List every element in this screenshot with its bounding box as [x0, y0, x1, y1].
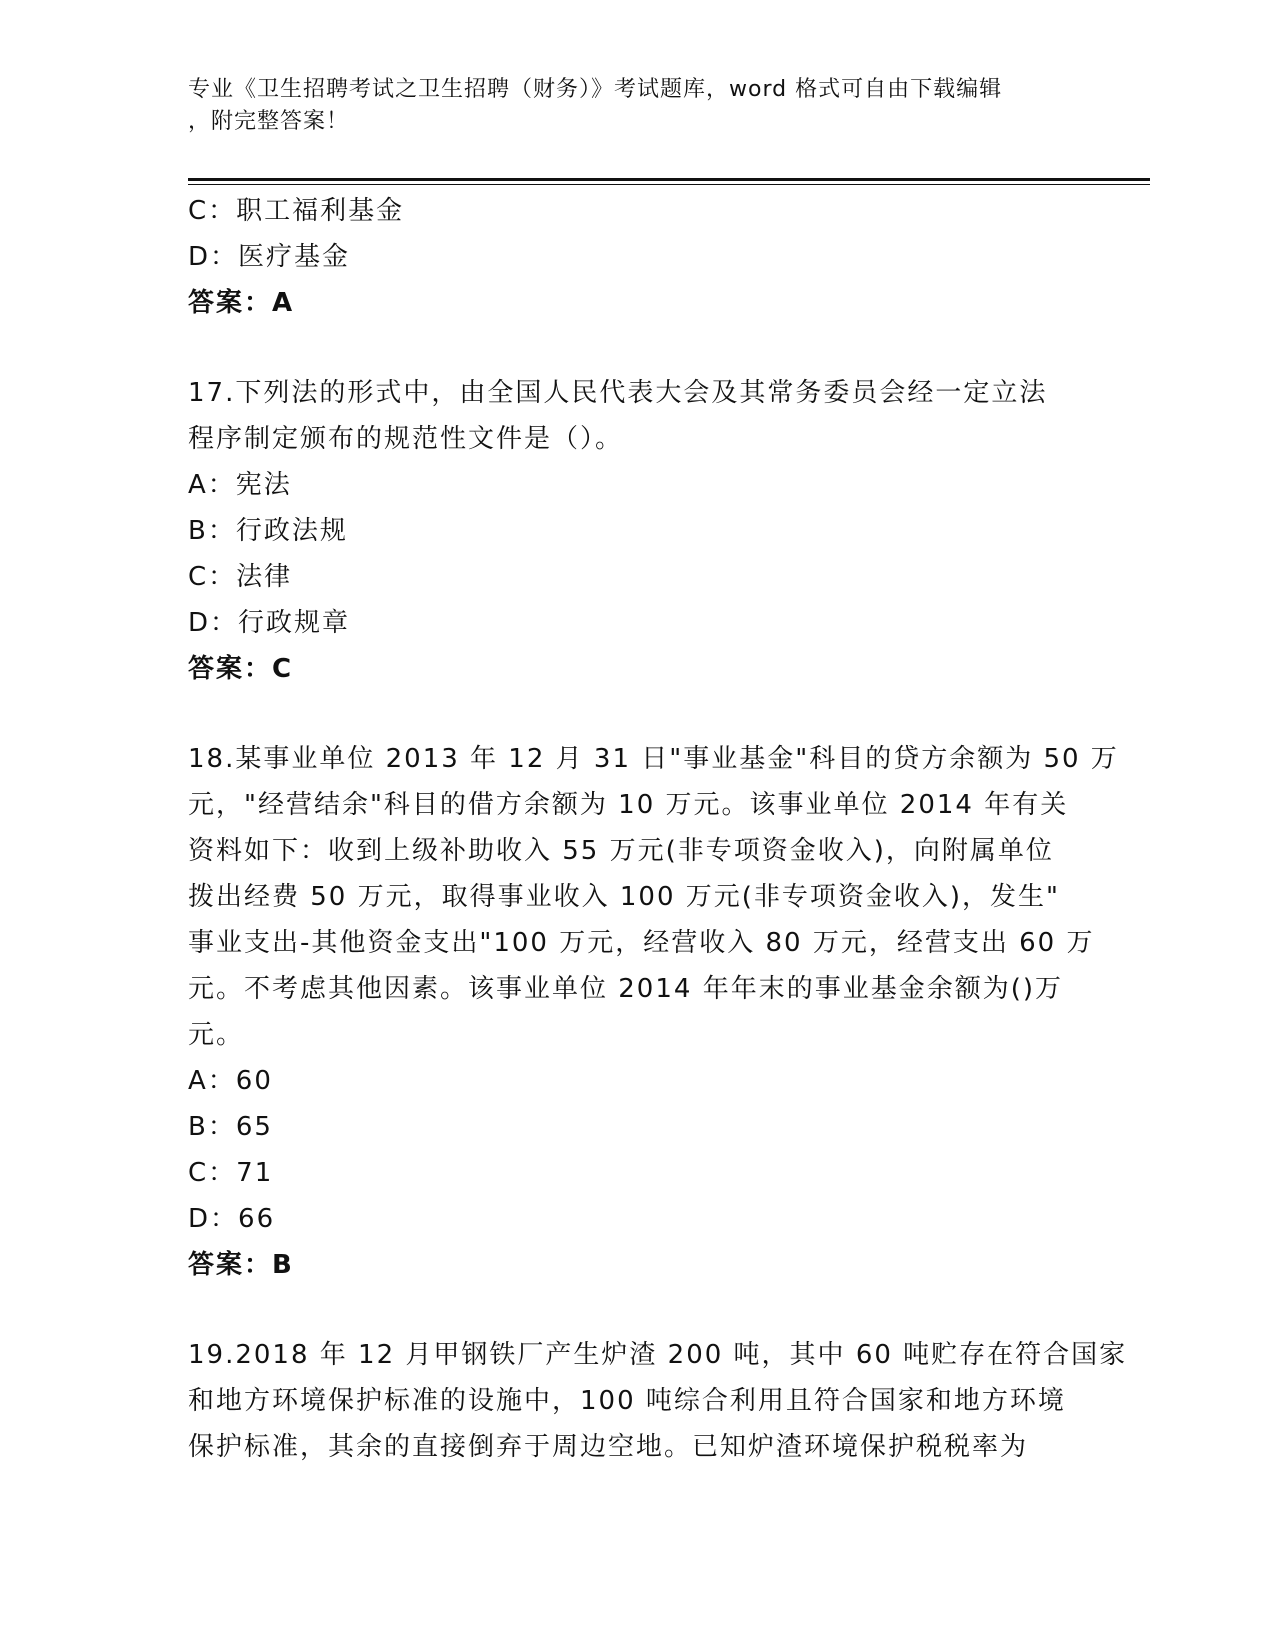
question-18-text-line-6: 元。不考虑其他因素。该事业单位 2014 年年末的事业基金余额为()万 [188, 974, 1063, 1004]
option-b: B：行政法规 [188, 516, 348, 546]
header-rule-thick [188, 178, 1150, 181]
header-rule-thin [188, 184, 1150, 185]
question-17-text-line-2: 程序制定颁布的规范性文件是（）。 [188, 424, 624, 454]
option-b: B：65 [188, 1112, 273, 1142]
answer-line: 答案：A [188, 288, 295, 318]
question-18-text-line-3: 资料如下：收到上级补助收入 55 万元(非专项资金收入)，向附属单位 [188, 836, 1054, 866]
option-d: D：医疗基金 [188, 242, 351, 272]
question-18-text-line-7: 元。 [188, 1020, 245, 1050]
option-c: C：职工福利基金 [188, 196, 405, 226]
option-a: A：60 [188, 1066, 273, 1096]
header-line-1: 专业《卫生招聘考试之卫生招聘（财务）》考试题库，word 格式可自由下载编辑 [188, 77, 1003, 102]
option-c: C：71 [188, 1158, 274, 1188]
question-18-text-line-1: 18.某事业单位 2013 年 12 月 31 日"事业基金"科目的贷方余额为 50 万 [188, 744, 1119, 774]
answer-line: 答案：C [188, 654, 294, 684]
document-header [188, 74, 1068, 138]
question-17-text-line-1: 17.下列法的形式中，由全国人民代表大会及其常务委员会经一定立法 [188, 378, 1048, 408]
answer-line: 答案：B [188, 1250, 294, 1280]
option-d: D：66 [188, 1204, 276, 1234]
question-19-text-line-1: 19.2018 年 12 月甲钢铁厂产生炉渣 200 吨，其中 60 吨贮存在符合国家 [188, 1340, 1128, 1370]
question-19-text-line-3: 保护标准，其余的直接倒弃于周边空地。已知炉渣环境保护税税率为 [188, 1432, 1029, 1462]
question-19-text-line-2: 和地方环境保护标准的设施中，100 吨综合利用且符合国家和地方环境 [188, 1386, 1066, 1416]
question-18-text-line-2: 元，"经营结余"科目的借方余额为 10 万元。该事业单位 2014 年有关 [188, 790, 1069, 820]
question-content [188, 188, 1128, 1470]
question-18-text-line-4: 拨出经费 50 万元，取得事业收入 100 万元(非专项资金收入)，发生" [188, 882, 1061, 912]
option-d: D：行政规章 [188, 608, 351, 638]
option-c: C：法律 [188, 562, 293, 592]
option-a: A：宪法 [188, 470, 292, 500]
header-line-2: ，附完整答案！ [188, 109, 350, 134]
question-18-text-line-5: 事业支出-其他资金支出"100 万元，经营收入 80 万元，经营支出 60 万 [188, 928, 1095, 958]
